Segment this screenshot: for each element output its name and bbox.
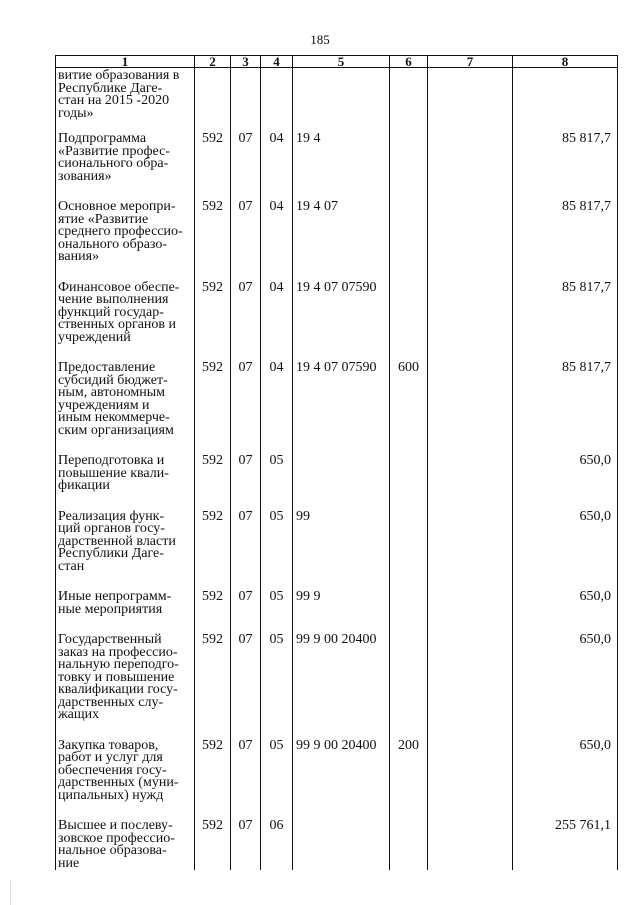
ministry-code: 592 — [195, 634, 231, 740]
expense-type-code — [390, 820, 428, 870]
table-row — [56, 133, 618, 201]
ministry-code: 592 — [195, 282, 231, 363]
subsection-code: 04 — [261, 282, 293, 363]
amount-value: 650,0 — [513, 591, 618, 634]
table-row — [56, 201, 618, 282]
subsection-code: 05 — [261, 591, 293, 634]
ministry-code: 592 — [195, 455, 231, 511]
table-row — [56, 455, 618, 511]
section-code: 07 — [231, 591, 261, 634]
item-name: Реализация функ- ций органов госу- дарственной власти Республики Даге- стан — [56, 511, 195, 592]
subsection-code: 05 — [261, 511, 293, 592]
section-code — [231, 68, 261, 134]
expense-type-code: 200 — [390, 740, 428, 821]
column-7-value — [428, 201, 513, 282]
budget-table — [55, 55, 618, 870]
amount-value: 650,0 — [513, 634, 618, 740]
amount-value: 650,0 — [513, 455, 618, 511]
target-article-code: 19 4 07 07590 — [293, 282, 390, 363]
target-article-code: 19 4 07 — [293, 201, 390, 282]
item-name: Государственный заказ на профессио- нальную переподго- товку и повышение квалификации госу- дарственных слу- жащих — [56, 634, 195, 740]
target-article-code: 99 9 — [293, 591, 390, 634]
expense-type-code — [390, 282, 428, 363]
amount-value — [513, 68, 618, 134]
ministry-code — [195, 68, 231, 134]
section-code: 07 — [231, 820, 261, 870]
amount-value: 650,0 — [513, 511, 618, 592]
ministry-code: 592 — [195, 133, 231, 201]
section-code: 07 — [231, 740, 261, 821]
header-row — [56, 56, 618, 68]
table-row — [56, 634, 618, 740]
target-article-code: 99 9 00 20400 — [293, 634, 390, 740]
ministry-code: 592 — [195, 201, 231, 282]
subsection-code: 06 — [261, 820, 293, 870]
section-code: 07 — [231, 362, 261, 455]
header-col-5: 5 — [293, 56, 390, 68]
expense-type-code — [390, 511, 428, 592]
table-row — [56, 282, 618, 363]
page-number: 185 — [310, 32, 330, 47]
item-name: Переподготовка и повышение квали- фикации — [56, 455, 195, 511]
column-7-value — [428, 133, 513, 201]
column-7-value — [428, 740, 513, 821]
section-code: 07 — [231, 133, 261, 201]
column-7-value — [428, 68, 513, 134]
subsection-code: 05 — [261, 455, 293, 511]
amount-value: 650,0 — [513, 740, 618, 821]
target-article-code: 19 4 07 07590 — [293, 362, 390, 455]
target-article-code — [293, 68, 390, 134]
ministry-code: 592 — [195, 591, 231, 634]
header-col-2: 2 — [195, 56, 231, 68]
subsection-code: 04 — [261, 133, 293, 201]
budget-table-container — [55, 55, 617, 870]
amount-value: 85 817,7 — [513, 201, 618, 282]
table-row — [56, 591, 618, 634]
table-row — [56, 511, 618, 592]
table-row — [56, 362, 618, 455]
item-name: Иные непрограмм- ные мероприятия — [56, 591, 195, 634]
section-code: 07 — [231, 634, 261, 740]
amount-value: 255 761,1 — [513, 820, 618, 870]
item-name: Финансовое обеспе- чение выполнения функций государ- ственных органов и учреждений — [56, 282, 195, 363]
column-7-value — [428, 362, 513, 455]
expense-type-code — [390, 201, 428, 282]
item-name: витие образования в Республике Даге- стан на 2015 -2020 годы» — [56, 68, 195, 134]
amount-value: 85 817,7 — [513, 362, 618, 455]
amount-value: 85 817,7 — [513, 133, 618, 201]
scan-edge-mark — [10, 880, 11, 905]
table-row — [56, 820, 618, 870]
expense-type-code — [390, 591, 428, 634]
item-name: Высшее и послеву- зовское профессио- нальное образова- ние — [56, 820, 195, 870]
item-name: Основное меропри- ятие «Развитие среднего профессио- онального образо- вания» — [56, 201, 195, 282]
column-7-value — [428, 511, 513, 592]
subsection-code: 05 — [261, 634, 293, 740]
column-7-value — [428, 634, 513, 740]
expense-type-code: 600 — [390, 362, 428, 455]
subsection-code — [261, 68, 293, 134]
header-col-4: 4 — [261, 56, 293, 68]
column-7-value — [428, 820, 513, 870]
target-article-code — [293, 455, 390, 511]
table-body — [56, 68, 618, 871]
header-col-1: 1 — [56, 56, 195, 68]
column-7-value — [428, 455, 513, 511]
amount-value: 85 817,7 — [513, 282, 618, 363]
target-article-code — [293, 820, 390, 870]
ministry-code: 592 — [195, 740, 231, 821]
ministry-code: 592 — [195, 820, 231, 870]
expense-type-code — [390, 133, 428, 201]
header-col-6: 6 — [390, 56, 428, 68]
subsection-code: 04 — [261, 201, 293, 282]
column-7-value — [428, 591, 513, 634]
ministry-code: 592 — [195, 511, 231, 592]
subsection-code: 04 — [261, 362, 293, 455]
expense-type-code — [390, 634, 428, 740]
target-article-code: 99 — [293, 511, 390, 592]
header-col-8: 8 — [513, 56, 618, 68]
expense-type-code — [390, 455, 428, 511]
section-code: 07 — [231, 455, 261, 511]
header-col-3: 3 — [231, 56, 261, 68]
expense-type-code — [390, 68, 428, 134]
table-header — [56, 56, 618, 68]
table-row — [56, 740, 618, 821]
column-7-value — [428, 282, 513, 363]
item-name: Предоставление субсидий бюджет- ным, автономным учреждениям и иным некоммерче- ским организациям — [56, 362, 195, 455]
item-name: Закупка товаров, работ и услуг для обеспечения госу- дарственных (муни- ципальных) нужд — [56, 740, 195, 821]
header-col-7: 7 — [428, 56, 513, 68]
section-code: 07 — [231, 282, 261, 363]
section-code: 07 — [231, 201, 261, 282]
table-row — [56, 68, 618, 134]
ministry-code: 592 — [195, 362, 231, 455]
target-article-code: 19 4 — [293, 133, 390, 201]
subsection-code: 05 — [261, 740, 293, 821]
item-name: Подпрограмма «Развитие профес- сионального обра- зования» — [56, 133, 195, 201]
target-article-code: 99 9 00 20400 — [293, 740, 390, 821]
section-code: 07 — [231, 511, 261, 592]
